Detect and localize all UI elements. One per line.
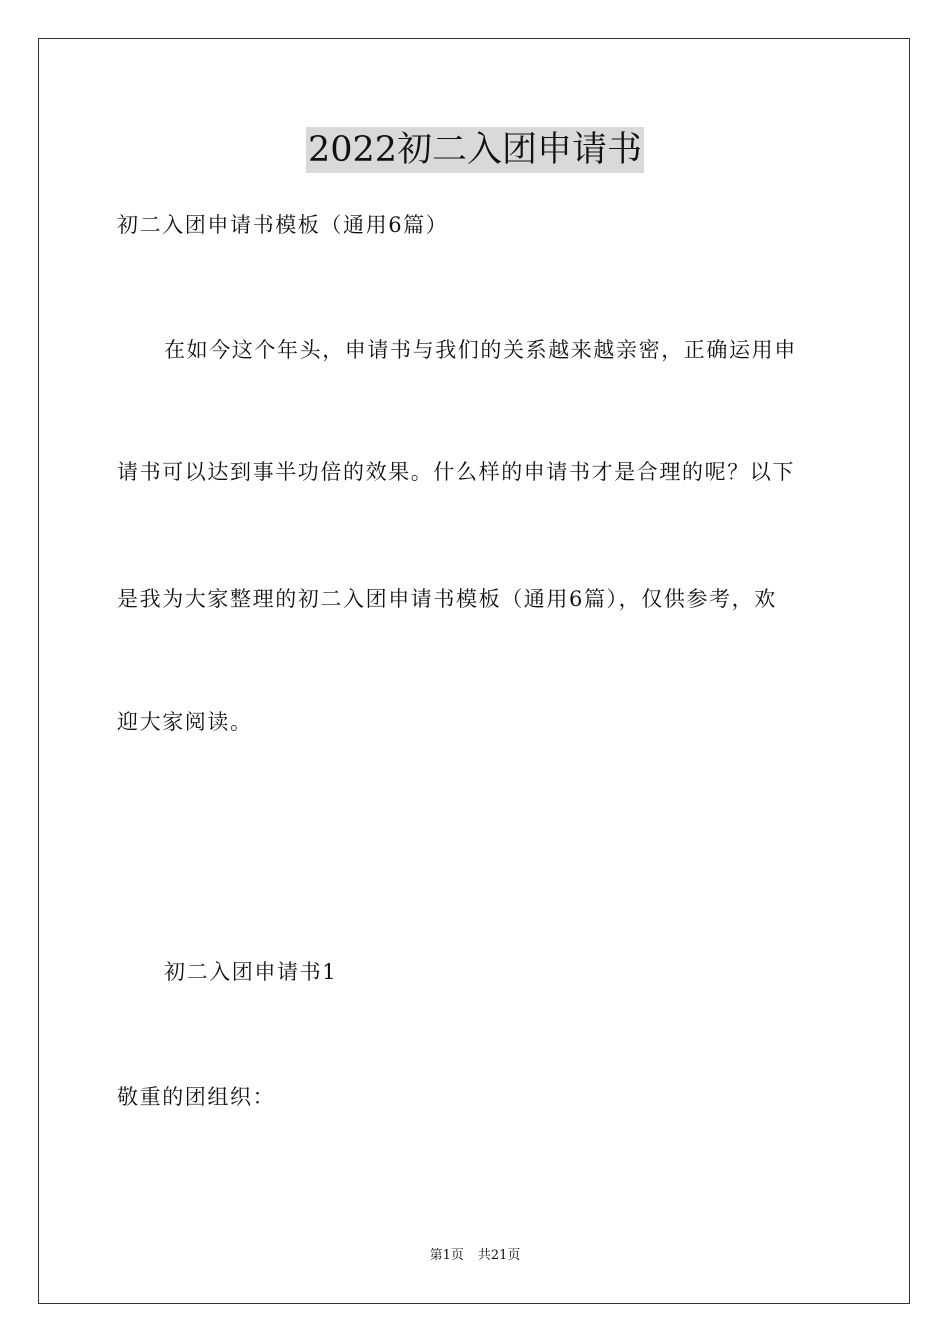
intro-line-4: 迎大家阅读。 bbox=[117, 710, 253, 734]
intro-line-1: 在如今这个年头，申请书与我们的关系越来越亲密，正确运用申 bbox=[164, 338, 797, 362]
title-container bbox=[0, 127, 950, 173]
intro-line-3: 是我为大家整理的初二入团申请书模板（通用6篇），仅供参考，欢 bbox=[117, 587, 777, 611]
salutation: 敬重的团组织： bbox=[117, 1085, 276, 1109]
document-subtitle: 初二入团申请书模板（通用6篇） bbox=[117, 213, 449, 237]
page-number: 第1页 bbox=[429, 1248, 464, 1263]
intro-line-2: 请书可以达到事半功倍的效果。什么样的申请书才是合理的呢？以下 bbox=[117, 460, 795, 484]
document-title: 2022初二入团申请书 bbox=[306, 127, 644, 173]
page-footer bbox=[0, 1247, 950, 1265]
section-heading: 初二入团申请书1 bbox=[164, 960, 338, 984]
page-total: 共21页 bbox=[477, 1248, 521, 1263]
